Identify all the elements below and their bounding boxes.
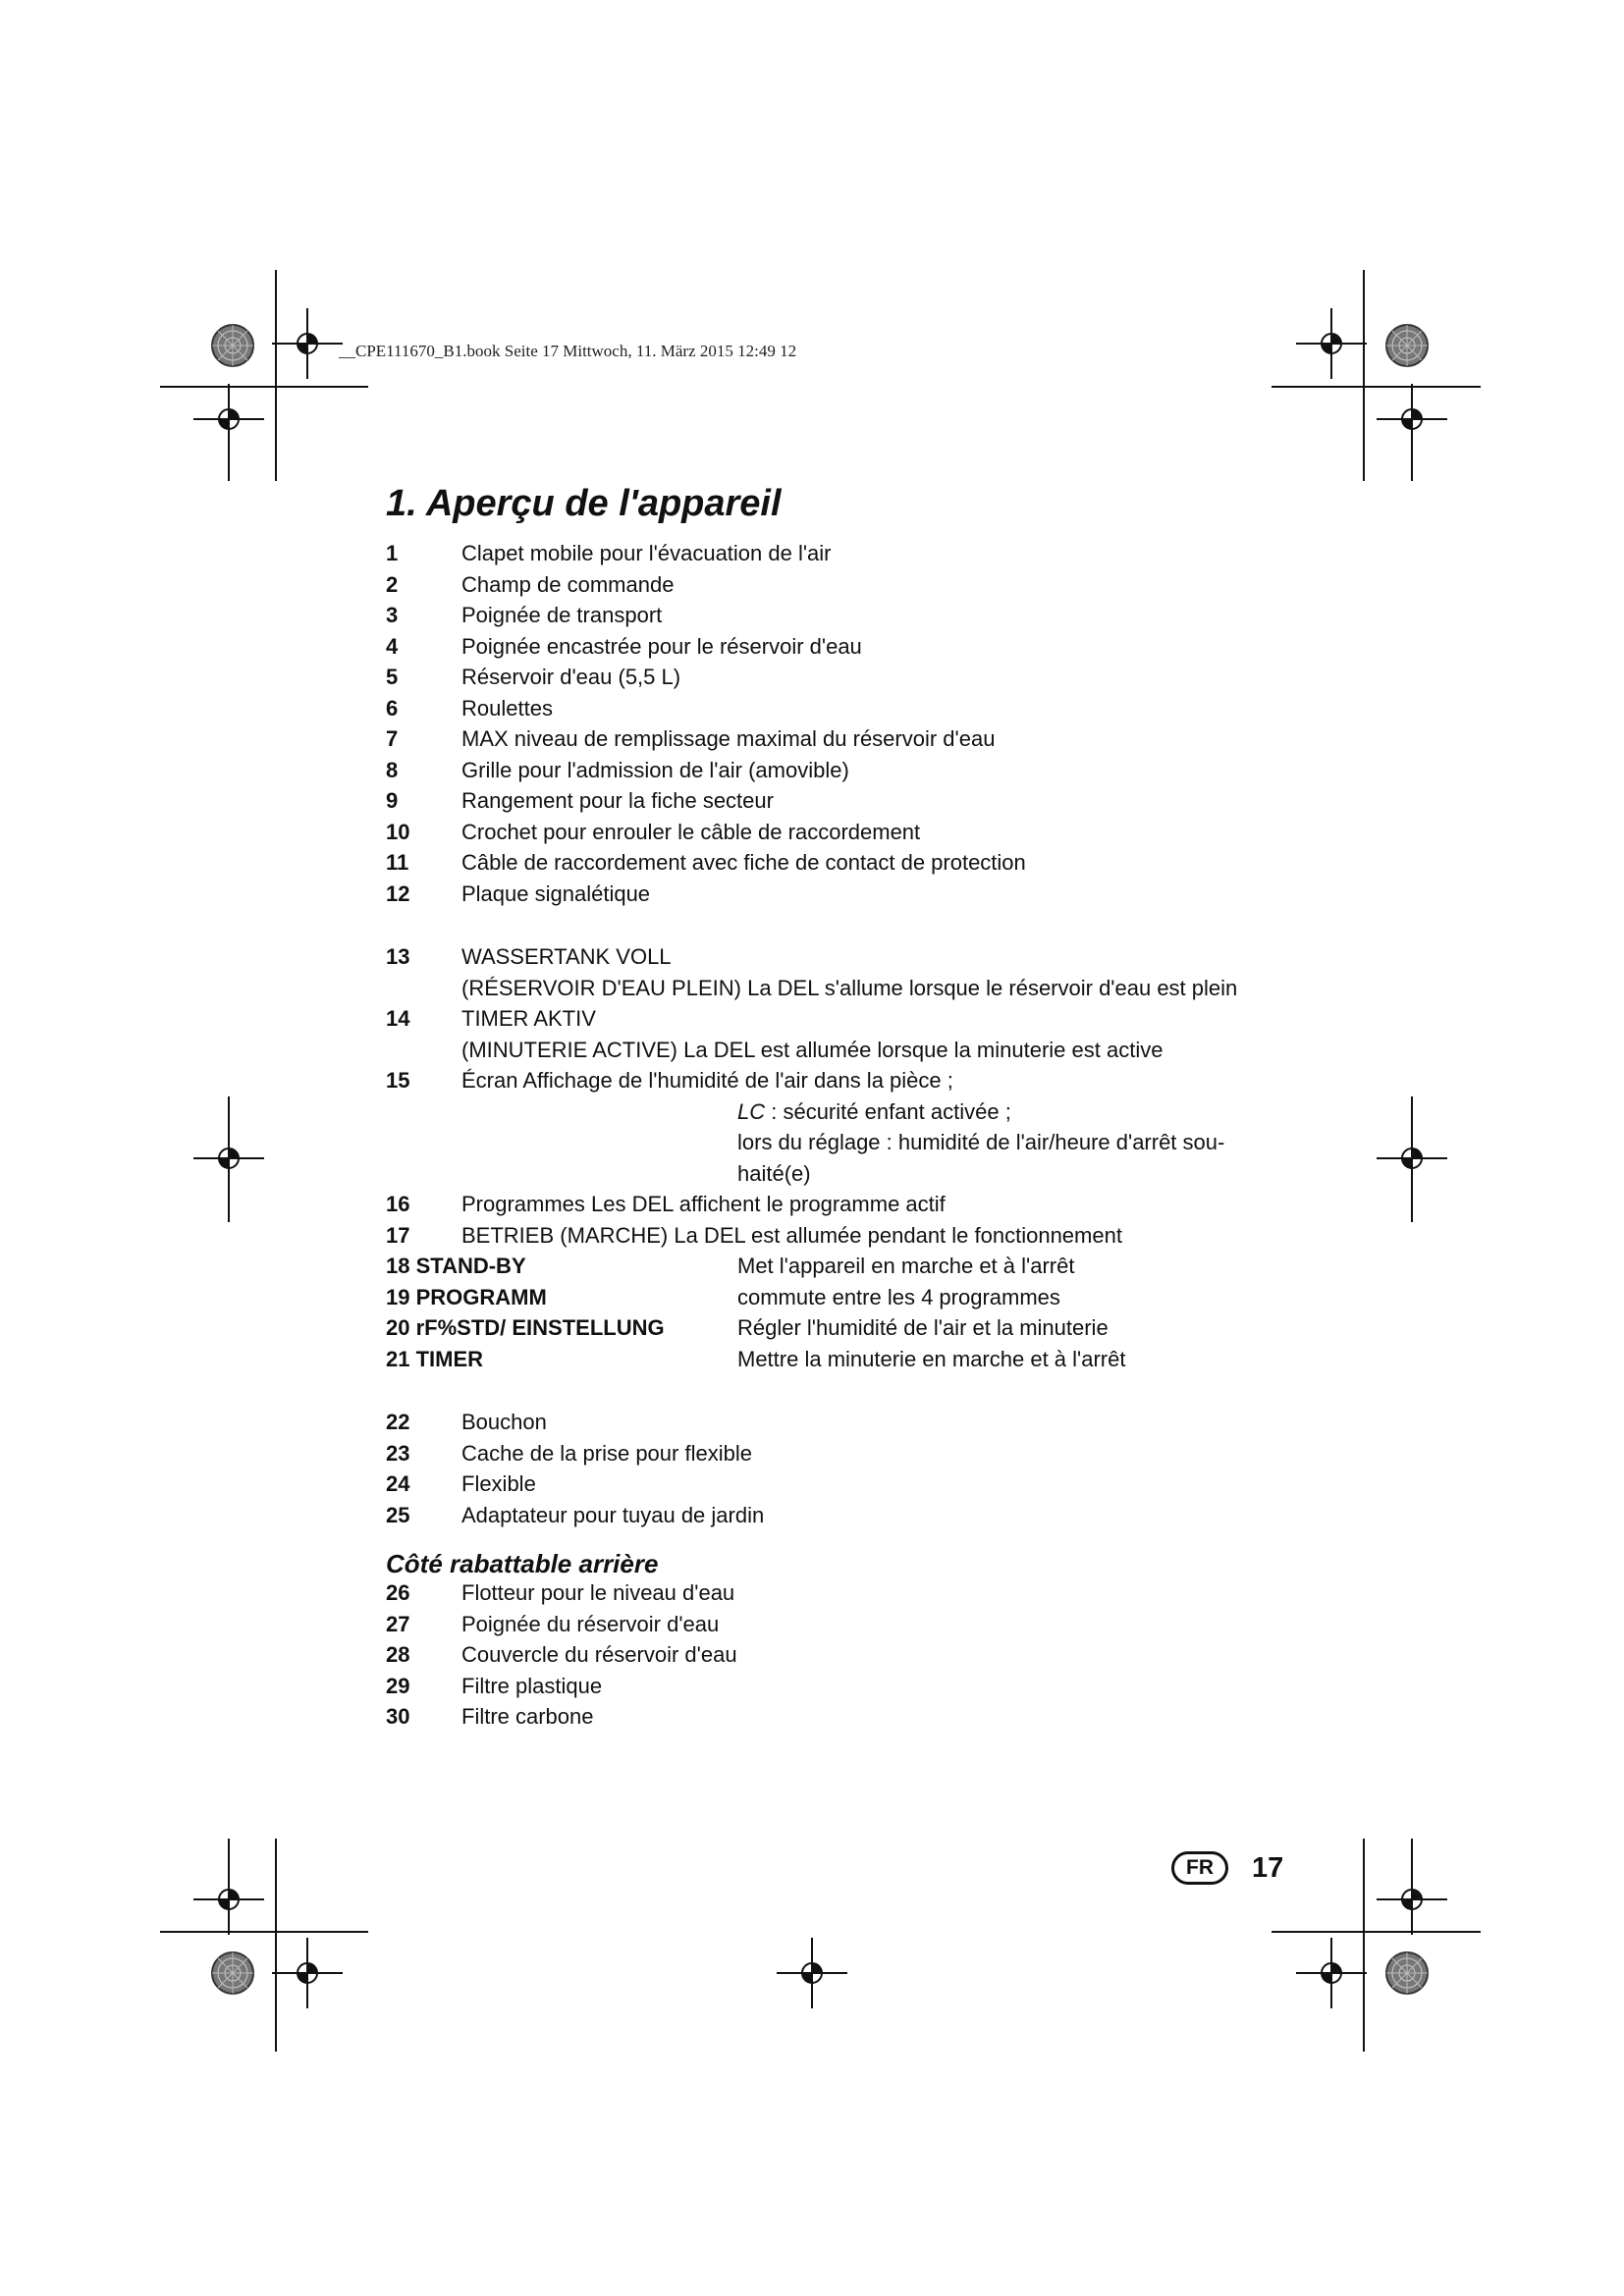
item-text: Réservoir d'eau (5,5 L) [461,665,681,689]
item-text: Crochet pour enrouler le câble de raccordement [461,819,921,844]
subsection-heading: Côté rabattable arrière [386,1549,659,1578]
item-number: 10 [386,819,410,844]
list-item-continuation [386,1127,1270,1158]
list-item-continuation [386,1096,1270,1128]
item-number: 15 [386,1068,410,1093]
item-text: Couvercle du réservoir d'eau [461,1642,737,1667]
item-number: 4 [386,633,399,659]
control-row [386,1251,1270,1282]
item-number: 27 [386,1611,410,1636]
item-text: Roulettes [461,695,553,721]
list-item [386,755,1270,786]
item-text: Adaptateur pour tuyau de jardin [461,1502,765,1527]
item-text: haité(e) [737,1160,811,1186]
item-number: 23 [386,1440,410,1466]
item-text: Filtre carbone [461,1704,594,1729]
item-text: Câble de raccordement avec fiche de contact de protection [461,850,1026,875]
item-number: 6 [386,695,399,721]
list-item [386,538,1270,569]
item-text: (MINUTERIE ACTIVE) La DEL est allumée lorsque la minuterie est active [461,1037,1164,1062]
list-item [386,662,1270,693]
list-item [386,1609,1270,1640]
item-text: Poignée de transport [461,603,663,627]
parts-list [386,538,1270,909]
control-label: 19 PROGRAMM [386,1284,547,1309]
lc-code: LC [737,1098,766,1124]
item-number: 16 [386,1192,410,1216]
item-number: 30 [386,1704,410,1729]
control-label: 20 rF%STD/ EINSTELLUNG [386,1315,665,1340]
list-item [386,1671,1270,1702]
item-text: MAX niveau de remplissage maximal du réservoir d'eau [461,726,996,751]
list-item [386,693,1270,724]
item-text: Grille pour l'admission de l'air (amovible) [461,757,849,782]
item-number: 25 [386,1502,410,1527]
control-label: 18 STAND-BY [386,1254,526,1278]
accessories-list [386,1407,1270,1530]
item-text: Cache de la prise pour flexible [461,1440,752,1466]
item-number: 14 [386,1006,410,1031]
item-text: Filtre plastique [461,1673,603,1698]
item-text: (RÉSERVOIR D'EAU PLEIN) La DEL s'allume lorsque le réservoir d'eau est plein [461,975,1238,1000]
control-description: Régler l'humidité de l'air et la minuterie [737,1315,1109,1340]
item-number: 1 [386,541,399,565]
list-item [386,1220,1270,1252]
item-text: Bouchon [461,1410,547,1434]
control-row [386,1282,1270,1313]
item-text: lors du réglage : humidité de l'air/heure d'arrêt sou- [737,1130,1225,1154]
item-number: 17 [386,1222,410,1248]
item-text: TIMER AKTIV [461,1006,596,1031]
item-text: Poignée encastrée pour le réservoir d'eau [461,633,862,659]
lc-description: : sécurité enfant activée ; [765,1098,1011,1124]
item-text: Écran Affichage de l'humidité de l'air dans la pièce ; [461,1068,953,1093]
item-text: Champ de commande [461,571,675,597]
item-text-lc [737,1096,1011,1128]
list-item [386,817,1270,848]
item-number: 22 [386,1410,410,1434]
item-number: 13 [386,944,410,969]
control-panel-list [386,941,1270,1374]
control-description: commute entre les 4 programmes [737,1284,1060,1309]
item-number: 24 [386,1471,410,1496]
item-text: Plaque signalétique [461,881,651,906]
item-number: 29 [386,1673,410,1698]
item-text: Programmes Les DEL affichent le programme actif [461,1192,946,1216]
list-item [386,1701,1270,1733]
item-number: 8 [386,757,399,782]
control-row [386,1344,1270,1375]
list-item [386,785,1270,817]
control-label: 21 TIMER [386,1346,484,1371]
item-text: Flotteur pour le niveau d'eau [461,1580,735,1605]
item-number: 11 [386,850,409,875]
list-item-continuation [386,973,1270,1004]
list-item [386,1577,1270,1609]
item-number: 9 [386,788,399,813]
list-item [386,1438,1270,1469]
item-number: 3 [386,603,399,627]
page-number: 17 [1252,1852,1284,1884]
list-item [386,569,1270,601]
item-text: BETRIEB (MARCHE) La DEL est allumée pendant le fonctionnement [461,1222,1122,1248]
list-item [386,1003,1270,1035]
list-item [386,723,1270,755]
language-badge: FR [1171,1851,1228,1885]
list-item-continuation [386,1035,1270,1066]
list-item [386,1189,1270,1220]
section-title: 1. Aperçu de l'appareil [386,483,782,524]
item-text: Poignée du réservoir d'eau [461,1611,720,1636]
list-item [386,879,1270,910]
list-item [386,1065,1270,1096]
list-item [386,847,1270,879]
list-item [386,1407,1270,1438]
rear-side-list [386,1577,1270,1733]
control-row [386,1312,1270,1344]
item-text: WASSERTANK VOLL [461,944,672,969]
item-number: 2 [386,571,399,597]
list-item [386,600,1270,631]
control-description: Mettre la minuterie en marche et à l'arrêt [737,1346,1126,1371]
item-text: Flexible [461,1471,536,1496]
list-item [386,1468,1270,1500]
list-item-continuation [386,1158,1270,1190]
item-number: 28 [386,1642,410,1667]
item-number: 12 [386,881,410,906]
item-number: 26 [386,1580,410,1605]
list-item [386,1639,1270,1671]
list-item [386,1500,1270,1531]
list-item [386,941,1270,973]
item-text: Rangement pour la fiche secteur [461,788,774,813]
list-item [386,631,1270,663]
control-description: Met l'appareil en marche et à l'arrêt [737,1254,1075,1278]
item-text: Clapet mobile pour l'évacuation de l'air [461,541,832,565]
item-number: 5 [386,665,399,689]
item-number: 7 [386,726,399,751]
file-header-info: __CPE111670_B1.book Seite 17 Mittwoch, 11. März 2015 12:49 12 [339,342,797,360]
